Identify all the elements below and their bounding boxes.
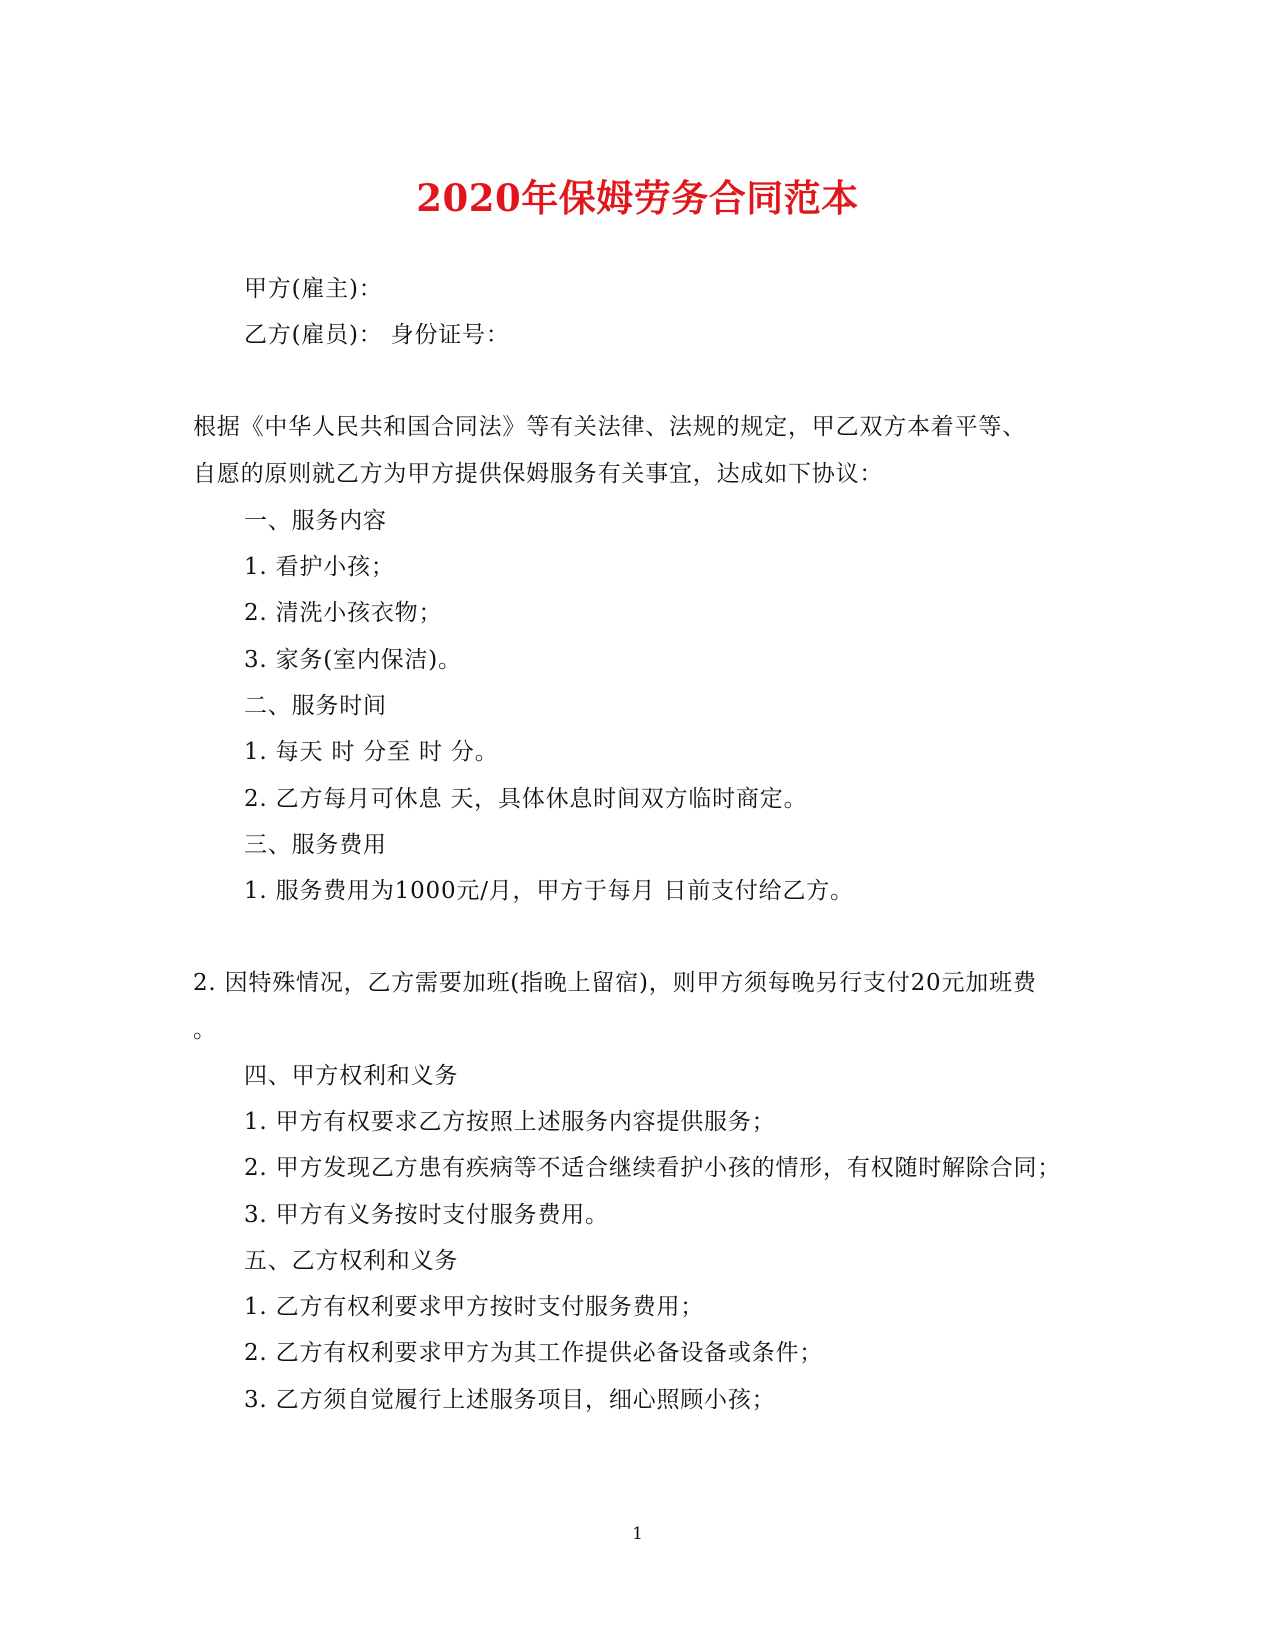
list-item: 3. 乙方须自觉履行上述服务项目，细心照顾小孩； [244, 1387, 776, 1413]
list-item: 3. 甲方有义务按时支付服务费用。 [244, 1202, 609, 1228]
section-heading-service-time: 二、服务时间 [244, 693, 387, 719]
document-title: 2020年保姆劳务合同范本 [416, 176, 859, 220]
list-item: 2. 清洗小孩衣物； [244, 600, 443, 626]
list-item: 2. 乙方每月可休息 天，具体休息时间双方临时商定。 [244, 786, 808, 812]
section-heading-party-b-rights: 五、乙方权利和义务 [244, 1248, 459, 1274]
list-item: 2. 甲方发现乙方患有疾病等不适合继续看护小孩的情形，有权随时解除合同； [244, 1155, 1062, 1181]
intro-paragraph-line-1: 根据《中华人民共和国合同法》等有关法律、法规的规定，甲乙双方本着平等、 [193, 414, 1026, 440]
section-heading-service-content: 一、服务内容 [244, 508, 387, 534]
list-item-continuation: 。 [193, 1017, 217, 1043]
list-item: 1. 服务费用为1000元/月，甲方于每月 日前支付给乙方。 [244, 878, 854, 904]
list-item: 2. 因特殊情况，乙方需要加班(指晚上留宿)，则甲方须每晚另行支付20元加班费 [193, 970, 1037, 996]
party-b-line: 乙方(雇员)： 身份证号： [244, 322, 510, 348]
list-item: 2. 乙方有权利要求甲方为其工作提供必备设备或条件； [244, 1340, 824, 1366]
list-item: 1. 每天 时 分至 时 分。 [244, 739, 499, 765]
party-a-line: 甲方(雇主)： [244, 276, 383, 302]
page-number: 1 [632, 1524, 643, 1544]
intro-paragraph-line-2: 自愿的原则就乙方为甲方提供保姆服务有关事宜，达成如下协议： [193, 461, 884, 487]
list-item: 1. 甲方有权要求乙方按照上述服务内容提供服务； [244, 1109, 776, 1135]
list-item: 3. 家务(室内保洁)。 [244, 647, 462, 673]
section-heading-party-a-rights: 四、甲方权利和义务 [244, 1063, 459, 1089]
list-item: 1. 乙方有权利要求甲方按时支付服务费用； [244, 1294, 705, 1320]
list-item: 1. 看护小孩； [244, 554, 395, 580]
section-heading-service-fee: 三、服务费用 [244, 832, 387, 858]
